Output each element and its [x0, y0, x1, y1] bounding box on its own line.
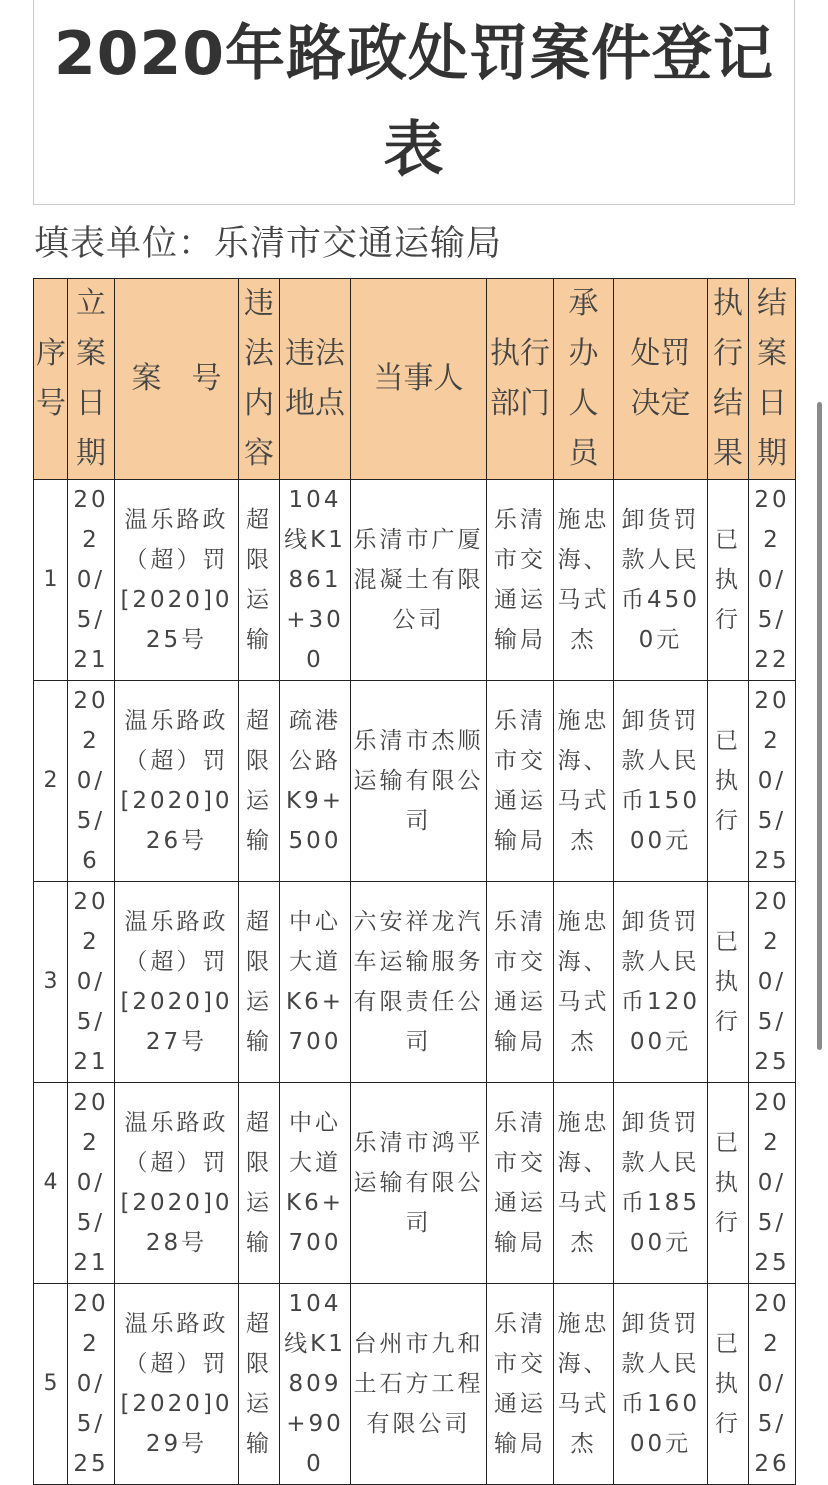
table-row	[34, 1083, 796, 1284]
table-row	[34, 882, 796, 1083]
cell-filing-date: 2020/5/6	[68, 681, 115, 882]
cell-seq: 4	[34, 1083, 68, 1284]
cell-party: 六安祥龙汽车运输服务有限责任公司	[351, 882, 487, 1083]
header-seq: 序号	[34, 279, 68, 480]
cell-party: 乐清市鸿平运输有限公司	[351, 1083, 487, 1284]
cell-violation: 超限运输	[239, 1284, 280, 1485]
cell-department: 乐清市交通运输局	[487, 480, 554, 681]
cell-department: 乐清市交通运输局	[487, 681, 554, 882]
header-decision: 处罚决定	[614, 279, 708, 480]
cell-result: 已执行	[708, 480, 749, 681]
cell-location: 疏港公路K9+500	[280, 681, 351, 882]
cell-filing-date: 2020/5/25	[68, 1284, 115, 1485]
table-row	[34, 480, 796, 681]
cell-case-number: 温乐路政（超）罚[2020]029号	[115, 1284, 239, 1485]
cell-closing-date: 2020/5/22	[749, 480, 796, 681]
cell-location: 104线K1861+300	[280, 480, 351, 681]
cell-case-number: 温乐路政（超）罚[2020]025号	[115, 480, 239, 681]
cell-seq: 1	[34, 480, 68, 681]
cell-seq: 2	[34, 681, 68, 882]
title-box	[33, 0, 795, 205]
cell-result: 已执行	[708, 1083, 749, 1284]
reporting-unit: 填表单位：乐清市交通运输局	[34, 224, 503, 264]
cell-handlers: 施忠海、马式杰	[554, 681, 614, 882]
cell-seq: 5	[34, 1284, 68, 1485]
header-violation: 违法内容	[239, 279, 280, 480]
cell-violation: 超限运输	[239, 480, 280, 681]
cell-decision: 卸货罚款人民币16000元	[614, 1284, 708, 1485]
header-party: 当事人	[351, 279, 487, 480]
cell-filing-date: 2020/5/21	[68, 1083, 115, 1284]
cell-closing-date: 2020/5/25	[749, 681, 796, 882]
cell-closing-date: 2020/5/25	[749, 882, 796, 1083]
cell-handlers: 施忠海、马式杰	[554, 882, 614, 1083]
header-case-number: 案 号	[115, 279, 239, 480]
cell-department: 乐清市交通运输局	[487, 1284, 554, 1485]
cell-party: 乐清市杰顺运输有限公司	[351, 681, 487, 882]
cell-seq: 3	[34, 882, 68, 1083]
cell-handlers: 施忠海、马式杰	[554, 480, 614, 681]
cell-decision: 卸货罚款人民币12000元	[614, 882, 708, 1083]
header-closing-date: 结案日期	[749, 279, 796, 480]
cell-violation: 超限运输	[239, 681, 280, 882]
scrollbar[interactable]	[817, 402, 822, 1050]
cell-violation: 超限运输	[239, 1083, 280, 1284]
cell-location: 104线K1809+900	[280, 1284, 351, 1485]
page-title: 2020年路政处罚案件登记表	[54, 19, 774, 185]
cell-handlers: 施忠海、马式杰	[554, 1284, 614, 1485]
cell-closing-date: 2020/5/26	[749, 1284, 796, 1485]
cell-location: 中心大道K6+700	[280, 882, 351, 1083]
cell-party: 乐清市广厦混凝土有限公司	[351, 480, 487, 681]
cell-case-number: 温乐路政（超）罚[2020]026号	[115, 681, 239, 882]
cell-handlers: 施忠海、马式杰	[554, 1083, 614, 1284]
header-filing-date: 立案日期	[68, 279, 115, 480]
cell-decision: 卸货罚款人民币18500元	[614, 1083, 708, 1284]
table-row	[34, 1284, 796, 1485]
cell-filing-date: 2020/5/21	[68, 882, 115, 1083]
cell-case-number: 温乐路政（超）罚[2020]028号	[115, 1083, 239, 1284]
cell-decision: 卸货罚款人民币4500元	[614, 480, 708, 681]
cell-party: 台州市九和土石方工程有限公司	[351, 1284, 487, 1485]
header-result: 执行结果	[708, 279, 749, 480]
cell-decision: 卸货罚款人民币15000元	[614, 681, 708, 882]
header-handlers: 承办人员	[554, 279, 614, 480]
cell-department: 乐清市交通运输局	[487, 882, 554, 1083]
header-row	[34, 279, 796, 480]
case-register-table	[33, 278, 796, 1485]
cell-case-number: 温乐路政（超）罚[2020]027号	[115, 882, 239, 1083]
header-location: 违法地点	[280, 279, 351, 480]
cell-result: 已执行	[708, 1284, 749, 1485]
cell-result: 已执行	[708, 882, 749, 1083]
cell-department: 乐清市交通运输局	[487, 1083, 554, 1284]
cell-result: 已执行	[708, 681, 749, 882]
cell-filing-date: 2020/5/21	[68, 480, 115, 681]
cell-location: 中心大道K6+700	[280, 1083, 351, 1284]
header-department: 执行部门	[487, 279, 554, 480]
cell-violation: 超限运输	[239, 882, 280, 1083]
cell-closing-date: 2020/5/25	[749, 1083, 796, 1284]
table-row	[34, 681, 796, 882]
